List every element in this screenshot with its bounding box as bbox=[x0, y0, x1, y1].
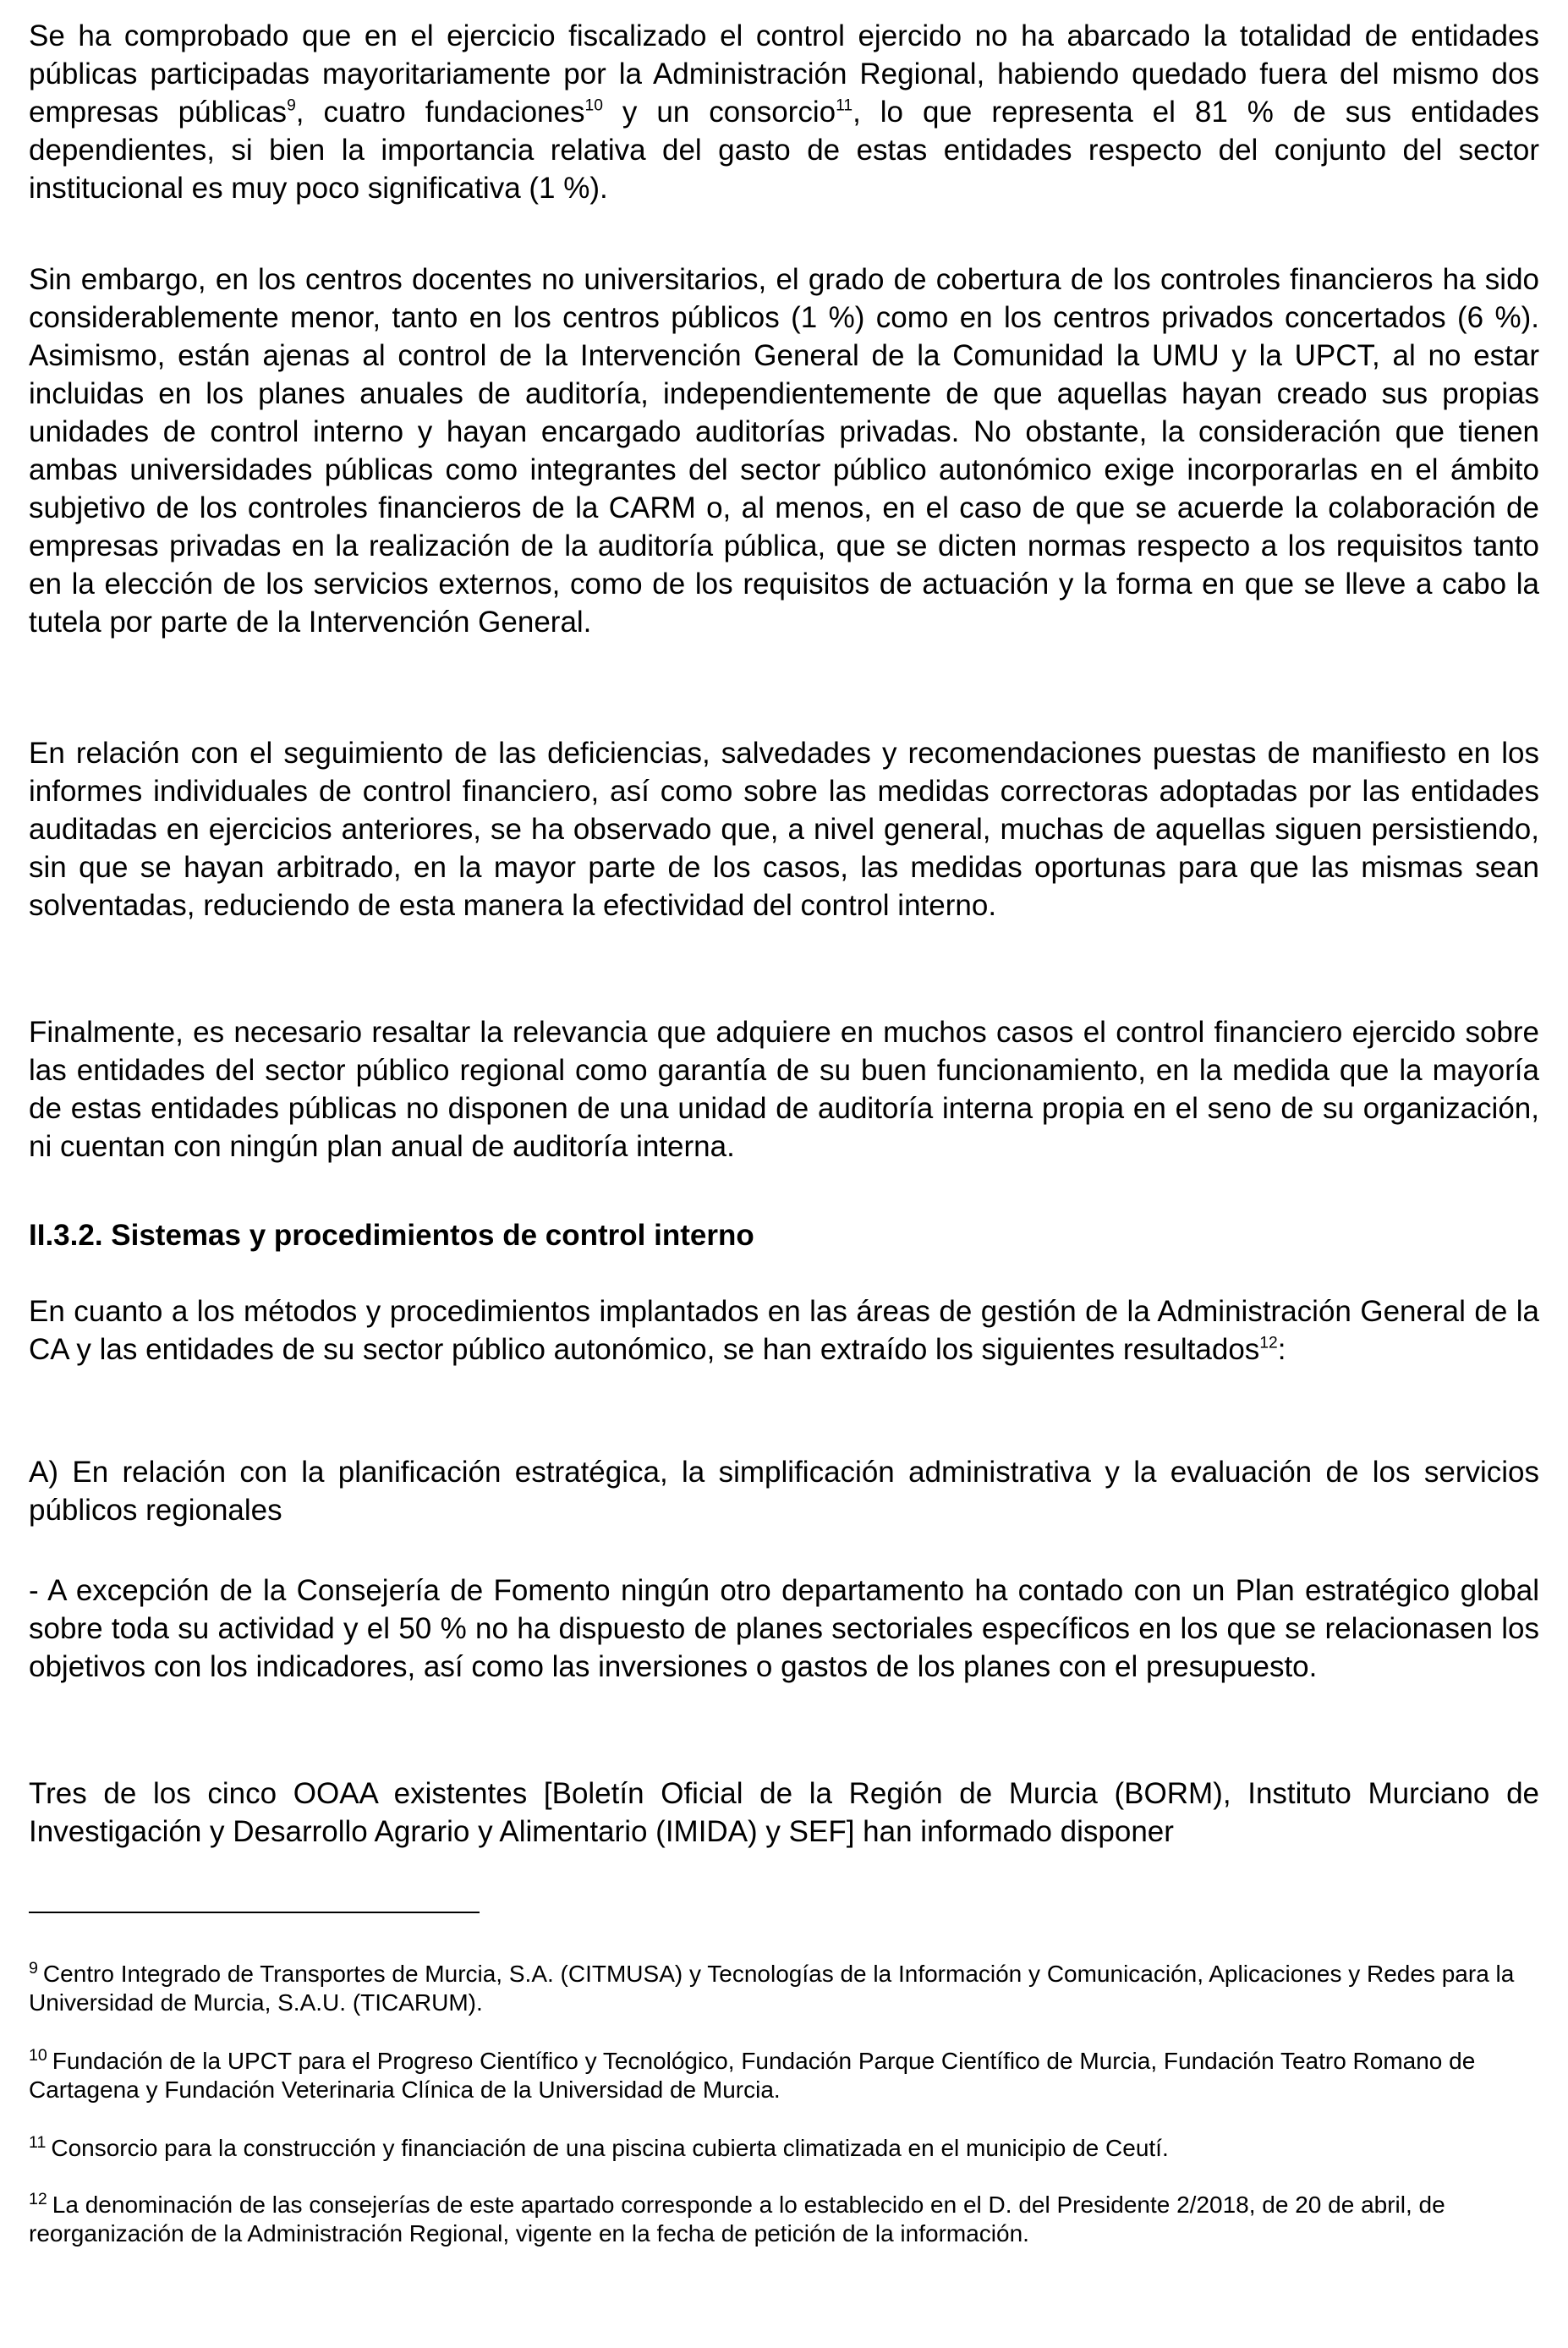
footnote-ref-11[interactable]: 11 bbox=[836, 96, 853, 115]
paragraph-text: , lo que representa el 81 % de sus entidades dependientes, si bien la importancia relativa del gasto de estas entidades respecto del conjunto del sector institucional es muy poco significativa (1 %). bbox=[29, 96, 1539, 205]
paragraph-ooaa: Tres de los cinco OOAA existentes [Boletín Oficial de la Región de Murcia (BORM), Instituto Murciano de Investigación y Desarrollo Agrario y Alimentario (IMIDA) y SEF] han informado disponer bbox=[29, 1777, 1539, 1848]
paragraph-financial-control-relevance: Finalmente, es necesario resaltar la relevancia que adquiere en muchos casos el control financiero ejercido sobre las entidades del sector público regional como garantía de su buen funcionamiento, en la medida que la mayoría de estas entidades públicas no disponen de una unidad de auditoría interna propia en el seno de su organización, ni cuentan con ningún plan anual de auditoría interna. bbox=[29, 1016, 1539, 1163]
footnote-number: 10 bbox=[29, 2046, 47, 2065]
footnote-text: Consorcio para la construcción y financiación de una piscina cubierta climatizada en el municipio de Ceutí. bbox=[51, 2135, 1169, 2161]
footnote-text: La denominación de las consejerías de este apartado corresponde a lo establecido en el D. del Presidente 2/2018, de 20 de abril, de reorganización de la Administración Regional, vigente en la fecha de petición de la información. bbox=[29, 2192, 1445, 2247]
paragraph-consejeria-fomento: - A excepción de la Consejería de Fomento ningún otro departamento ha contado con un Plan estratégico global sobre toda su actividad y el 50 % no ha dispuesto de planes sectoriales específicos en los que se relacionasen los objetivos con los indicadores, así como las inversiones o gastos de los planes con el presupuesto. bbox=[29, 1574, 1539, 1683]
footnote-number: 12 bbox=[29, 2190, 47, 2209]
paragraph-text: : bbox=[1277, 1333, 1286, 1366]
footnote-ref-10[interactable]: 10 bbox=[584, 96, 603, 115]
paragraph-control-coverage bbox=[29, 17, 1539, 207]
footnote-ref-12[interactable]: 12 bbox=[1259, 1334, 1278, 1352]
footnote-ref-9[interactable]: 9 bbox=[287, 96, 296, 115]
footnote-9 bbox=[29, 1960, 1539, 2017]
footnote-12 bbox=[29, 2191, 1539, 2248]
paragraph-text: En cuanto a los métodos y procedimientos implantados en las áreas de gestión de la Administración General de la CA y las entidades de su sector público autonómico, se han extraído los siguientes resultados bbox=[29, 1295, 1539, 1366]
paragraph-deficiencies-followup: En relación con el seguimiento de las deficiencias, salvedades y recomendaciones puestas de manifiesto en los informes individuales de control financiero, así como sobre las medidas correctoras adoptadas por las entidades auditadas en ejercicios anteriores, se ha observado que, a nivel general, muchas de aquellas siguen persistiendo, sin que se hayan arbitrado, en la mayor parte de los casos, las medidas oportunas para que las mismas sean solventadas, reduciendo de esta manera la efectividad del control interno. bbox=[29, 737, 1539, 922]
footnote-number: 9 bbox=[29, 1959, 38, 1978]
footnote-separator bbox=[29, 1912, 480, 1913]
paragraph-methods-procedures bbox=[29, 1292, 1539, 1369]
footnote-text: Centro Integrado de Transportes de Murcia, S.A. (CITMUSA) y Tecnologías de la Información y Comunicación, Aplicaciones y Redes para la Universidad de Murcia, S.A.U. (TICARUM). bbox=[29, 1961, 1515, 2016]
paragraph-text: , cuatro fundaciones bbox=[295, 96, 585, 129]
footnote-10 bbox=[29, 2047, 1539, 2104]
footnote-11 bbox=[29, 2134, 1539, 2163]
paragraph-strategic-planning: A) En relación con la planificación estratégica, la simplificación administrativa y la evaluación de los servicios públicos regionales bbox=[29, 1456, 1539, 1527]
paragraph-text: Se ha comprobado que en el ejercicio fiscalizado el control ejercido no ha abarcado la totalidad de entidades públicas participadas mayoritariamente por la Administración Regional, habiendo quedado fuera del mismo dos empresas públicas bbox=[29, 19, 1539, 129]
paragraph-teaching-centers: Sin embargo, en los centros docentes no universitarios, el grado de cobertura de los controles financieros ha sido considerablemente menor, tanto en los centros públicos (1 %) como en los centros privados concertados (6 %). Asimismo, están ajenas al control de la Intervención General de la Comunidad la UMU y la UPCT, al no estar incluidas en los planes anuales de auditoría, independientemente de que aquellas hayan creado sus propias unidades de control interno y hayan encargado auditorías privadas. No obstante, la consideración que tienen ambas universidades públicas como integrantes del sector público autonómico exige incorporarlas en el ámbito subjetivo de los controles financieros de la CARM o, al menos, en el caso de que se acuerde la colaboración de empresas privadas en la realización de la auditoría pública, que se dicten normas respecto a los requisitos tanto en la elección de los servicios externos, como de los requisitos de actuación y la forma en que se lleve a cabo la tutela por parte de la Intervención General. bbox=[29, 263, 1539, 639]
footnote-number: 11 bbox=[29, 2133, 47, 2153]
paragraph-text: y un consorcio bbox=[602, 96, 836, 129]
section-heading: II.3.2. Sistemas y procedimientos de control interno bbox=[29, 1219, 754, 1252]
footnote-text: Fundación de la UPCT para el Progreso Científico y Tecnológico, Fundación Parque Científico de Murcia, Fundación Teatro Romano de Cartagena y Fundación Veterinaria Clínica de la Universidad de Murcia. bbox=[29, 2048, 1476, 2103]
